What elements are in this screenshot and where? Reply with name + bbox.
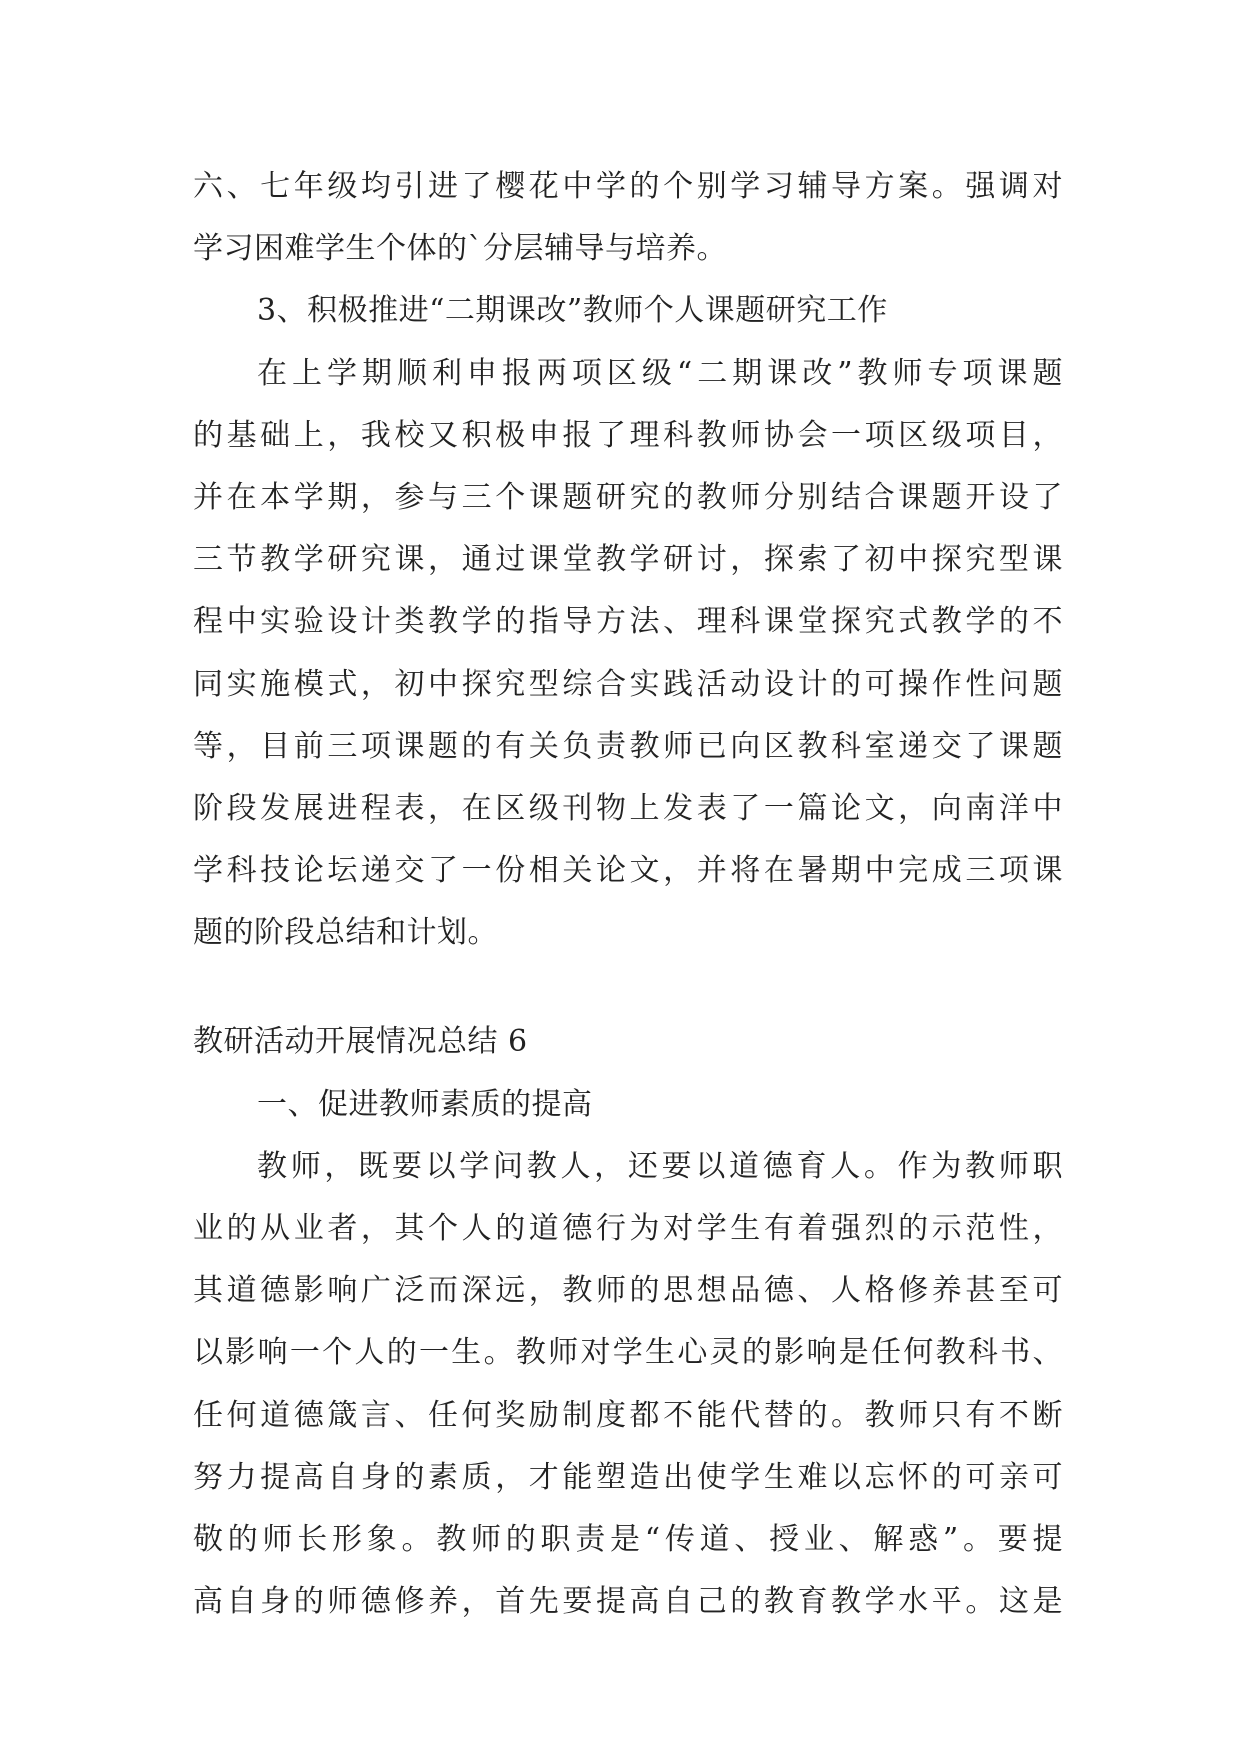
paragraph-line: 同实施模式，初中探究型综合实践活动设计的可操作性问题 bbox=[193, 666, 1063, 702]
paragraph-line: 六、七年级均引进了樱花中学的个别学习辅导方案。强调对 bbox=[193, 169, 1063, 204]
paragraph-line: 任何道德箴言、任何奖励制度都不能代替的。教师只有不断 bbox=[193, 1397, 1063, 1433]
paragraph-line: 阶段发展进程表，在区级刊物上发表了一篇论文，向南洋中 bbox=[193, 790, 1063, 826]
paragraph-line: 学科技论坛递交了一份相关论文，并将在暑期中完成三项课 bbox=[193, 853, 1063, 889]
paragraph-line: 并在本学期，参与三个课题研究的教师分别结合课题开设了 bbox=[193, 479, 1063, 515]
paragraph-line: 三节教学研究课，通过课堂教学研讨，探索了初中探究型课 bbox=[193, 542, 1063, 578]
paragraph-line: 业的从业者，其个人的道德行为对学生有着强烈的示范性， bbox=[193, 1211, 1063, 1246]
paragraph-line: 高自身的师德修养，首先要提高自己的教育教学水平。这是 bbox=[193, 1584, 1063, 1620]
paragraph-line: 题的阶段总结和计划。 bbox=[193, 915, 498, 951]
paragraph-line: 在上学期顺利申报两项区级“二期课改”教师专项课题 bbox=[257, 355, 1063, 391]
paragraph-line: 其道德影响广泛而深远，教师的思想品德、人格修养甚至可 bbox=[193, 1273, 1063, 1309]
paragraph-line: 学习困难学生个体的`分层辅导与培养。 bbox=[193, 231, 727, 267]
paragraph-line: 敬的师长形象。教师的职责是“传道、授业、解惑”。要提 bbox=[193, 1521, 1063, 1557]
section-heading: 一、促进教师素质的提高 bbox=[257, 1086, 593, 1122]
section-heading: 3、积极推进“二期课改”教师个人课题研究工作 bbox=[257, 293, 888, 329]
paragraph-line: 等，目前三项课题的有关负责教师已向区教科室递交了课题 bbox=[193, 728, 1063, 764]
paragraph-line: 程中实验设计类教学的指导方法、理科课堂探究式教学的不 bbox=[193, 604, 1063, 640]
document-title: 教研活动开展情况总结 6 bbox=[193, 1024, 528, 1060]
document-body bbox=[193, 156, 1063, 1633]
paragraph-line: 的基础上，我校又积极申报了理科教师协会一项区级项目， bbox=[193, 417, 1063, 453]
paragraph-line: 努力提高自身的素质，才能塑造出使学生难以忘怀的可亲可 bbox=[193, 1459, 1063, 1495]
paragraph-line: 教师，既要以学问教人，还要以道德育人。作为教师职 bbox=[257, 1148, 1063, 1184]
paragraph-line: 以影响一个人的一生。教师对学生心灵的影响是任何教科书、 bbox=[193, 1335, 1063, 1371]
section-gap bbox=[193, 964, 1063, 1011]
